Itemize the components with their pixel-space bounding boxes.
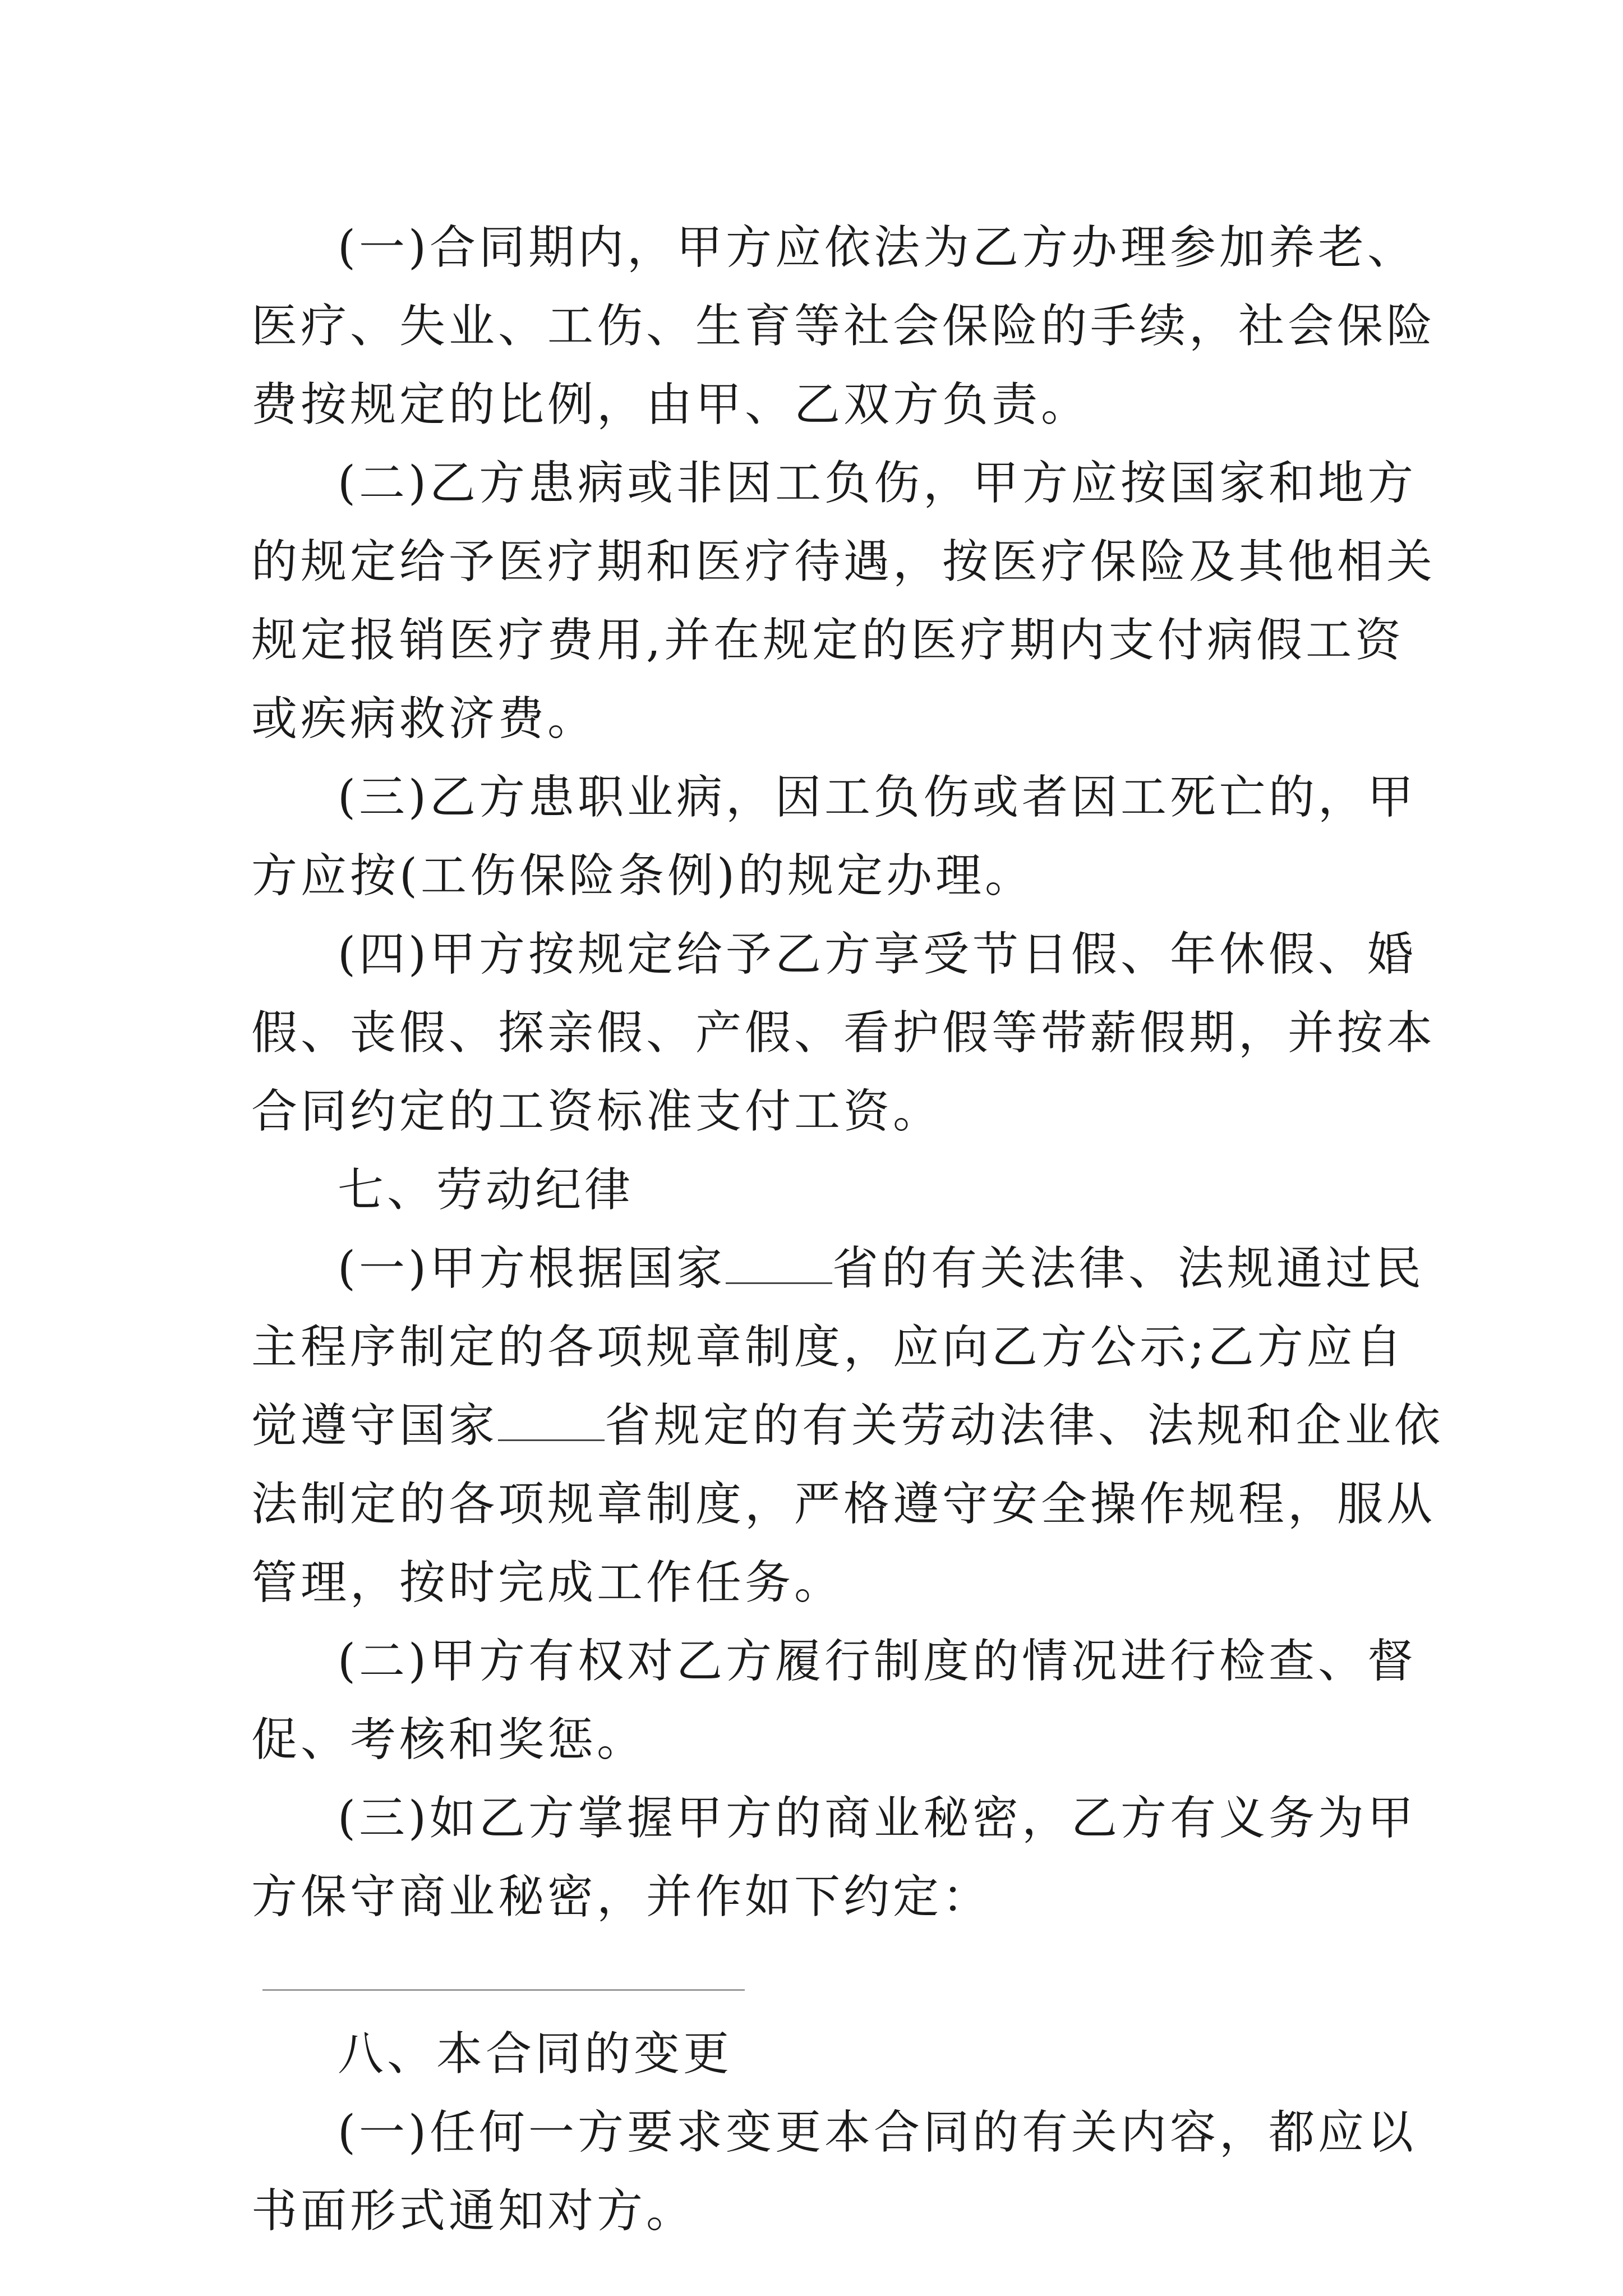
- document-page: [251, 209, 1451, 2251]
- paragraph-rules-part-2: 省的有关法律、法规通过民主程序制定的各项规章制度，应向乙方公示;乙方应自觉遵守国家: [251, 1242, 1424, 1452]
- section-heading-contract-changes: 八、本合同的变更: [338, 2027, 733, 2081]
- blank-agreement-terms: [262, 1950, 745, 1991]
- blank-province-2: [498, 1400, 605, 1441]
- paragraph-change-notice: (一)任何一方要求变更本合同的有关内容，都应以书面形式通知对方。: [251, 2106, 1417, 2238]
- blank-province-1: [726, 1243, 832, 1284]
- paragraph-paid-holidays: (四)甲方按规定给予乙方享受节日假、年休假、婚假、丧假、探亲假、产假、看护假等带薪假期，并按本合同约定的工资标准支付工资。: [251, 928, 1436, 1138]
- paragraph-sick-leave: (二)乙方患病或非因工负伤，甲方应按国家和地方的规定给予医疗期和医疗待遇，按医疗保险及其他相关规定报销医疗费用,并在规定的医疗期内支付病假工资或疾病救济费。: [251, 457, 1436, 746]
- paragraph-inspection-rights: (二)甲方有权对乙方履行制度的情况进行检查、督促、考核和奖惩。: [251, 1635, 1417, 1766]
- section-heading-labor-discipline: 七、劳动纪律: [338, 1163, 634, 1217]
- paragraph-occupational-injury: (三)乙方患职业病，因工负伤或者因工死亡的，甲方应按(工伤保险条例)的规定办理。: [251, 771, 1417, 903]
- paragraph-social-insurance: (一)合同期内，甲方应依法为乙方办理参加养老、医疗、失业、工伤、生育等社会保险的手续，社会保险费按规定的比例，由甲、乙双方负责。: [251, 221, 1436, 431]
- paragraph-rules-part-1: (一)甲方根据国家: [338, 1242, 726, 1295]
- paragraph-trade-secrets: [251, 1779, 1451, 2015]
- paragraph-rules-and-regulations: [251, 1230, 1451, 1622]
- paragraph-rules-part-3: 省规定的有关劳动法律、法规和企业依法制定的各项规章制度，严格遵守安全操作规程，服从管理，按时完成工作任务。: [251, 1399, 1444, 1609]
- paragraph-trade-secrets-text: (三)如乙方掌握甲方的商业秘密，乙方有义务为甲方保守商业秘密，并作如下约定：: [251, 1792, 1417, 1924]
